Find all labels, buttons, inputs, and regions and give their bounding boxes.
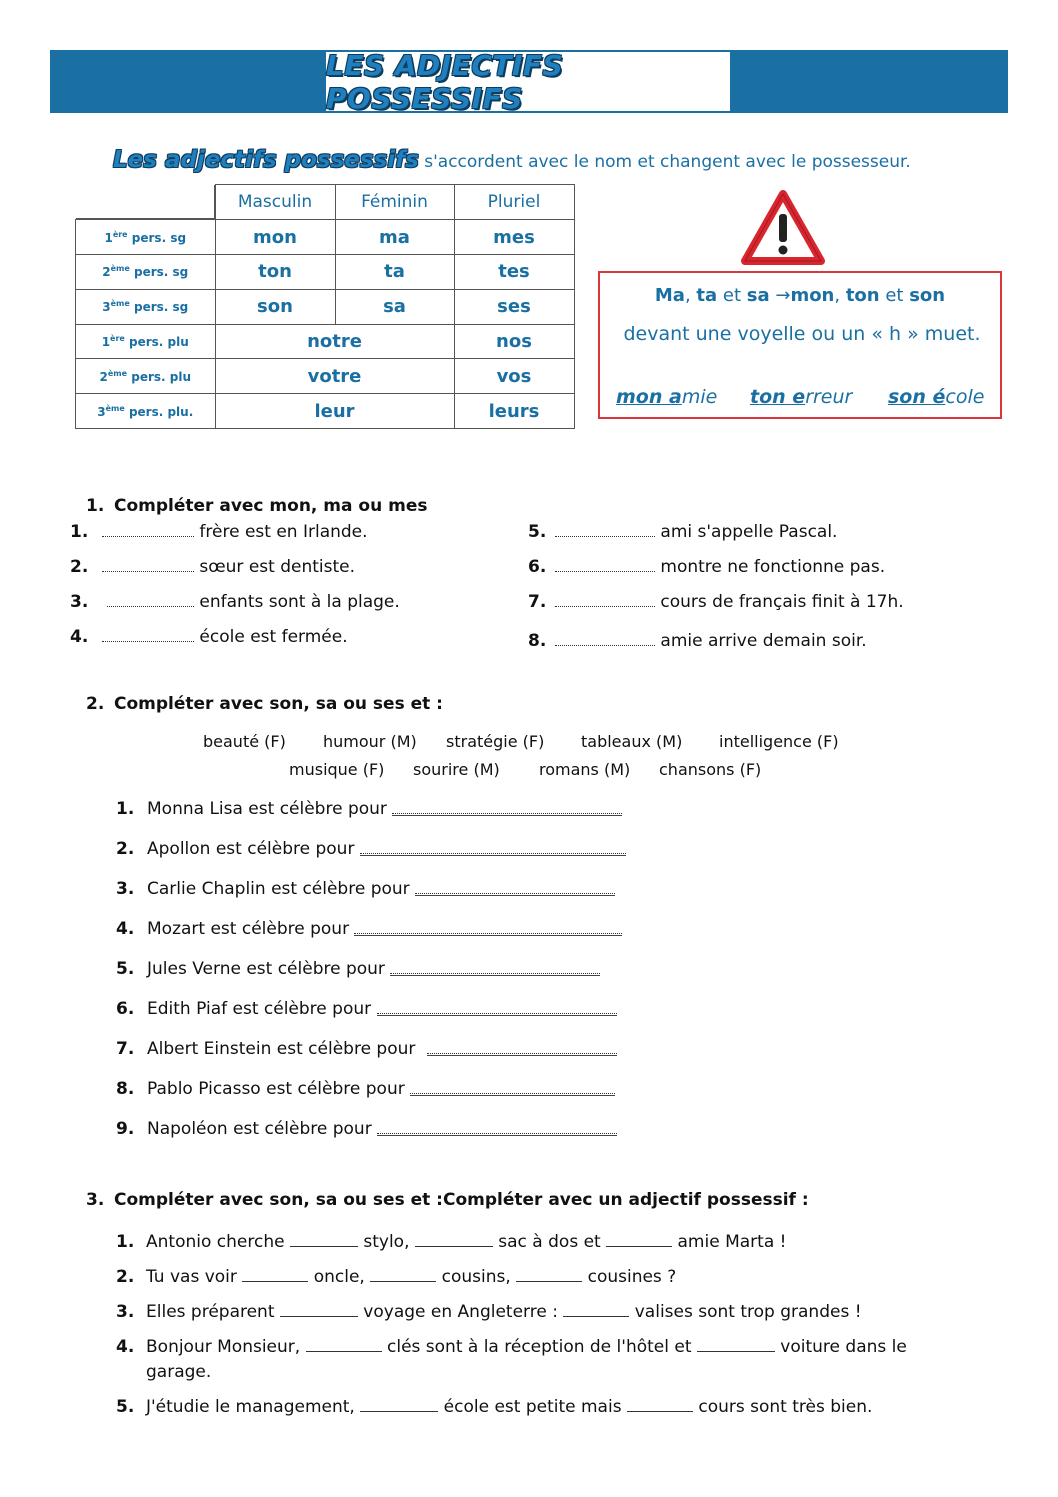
ex1-item-8: 8. amie arrive demain soir. [528, 631, 867, 651]
cell-masculin: ton [215, 255, 335, 290]
ex1-item-3: 3. enfants sont à la plage. [70, 592, 400, 612]
ex2-item-3: 3. Carlie Chaplin est célèbre pour [116, 878, 615, 899]
table-row [76, 359, 575, 394]
ex3-item-4: 4. Bonjour Monsieur, clés sont à la réception de l'hôtel et voiture dans le [116, 1337, 907, 1357]
answer-blank[interactable] [360, 1398, 438, 1412]
word-bank-item: beauté (F) [203, 732, 286, 751]
answer-line[interactable] [360, 838, 626, 854]
answer-blank[interactable] [306, 1338, 382, 1352]
cell-pluriel: nos [454, 324, 574, 359]
table-corner [76, 185, 215, 220]
table-row [76, 289, 575, 324]
word-bank-item: humour (M) [323, 732, 417, 751]
cell-feminin: sa [335, 289, 454, 324]
answer-line[interactable] [415, 878, 615, 894]
cell-singular-owner: leur [215, 394, 454, 429]
ex2-item-2: 2. Apollon est célèbre pour [116, 838, 626, 859]
answer-line[interactable] [377, 1118, 617, 1134]
cell-pluriel: leurs [454, 394, 574, 429]
cell-feminin: ma [335, 220, 454, 255]
ex2-item-5: 5. Jules Verne est célèbre pour [116, 958, 600, 979]
intro-sentence [113, 147, 1013, 173]
person-label: 2ème pers. plu [76, 359, 216, 394]
cell-singular-owner: votre [215, 359, 454, 394]
answer-blank[interactable] [516, 1268, 582, 1282]
rule-condition: devant une voyelle ou un « h » muet. [623, 323, 981, 345]
cell-masculin: son [215, 289, 335, 324]
exercise-1-title: 1. Compléter avec mon, ma ou mes [86, 496, 428, 516]
header-pluriel: Pluriel [454, 185, 574, 220]
cell-pluriel: tes [454, 255, 574, 290]
ex2-item-7: 7. Albert Einstein est célèbre pour [116, 1038, 617, 1059]
exercise-2-title: 2. Compléter avec son, sa ou ses et : [86, 694, 443, 714]
answer-blank[interactable] [370, 1268, 436, 1282]
title-box [326, 48, 730, 115]
answer-blank[interactable] [563, 1303, 629, 1317]
answer-blank[interactable] [102, 628, 194, 642]
answer-line[interactable] [390, 958, 600, 974]
cell-singular-owner: notre [215, 324, 454, 359]
answer-blank[interactable] [555, 523, 655, 537]
ex3-item-5: 5. J'étudie le management, école est petite mais cours sont très bien. [116, 1397, 873, 1417]
ex2-item-8: 8. Pablo Picasso est célèbre pour [116, 1078, 615, 1099]
intro-rest: s'accordent avec le nom et changent avec le possesseur. [418, 152, 911, 172]
answer-line[interactable] [377, 998, 617, 1014]
table-row [76, 220, 575, 255]
example-mon-amie: mon amie [616, 386, 718, 408]
word-bank-item: sourire (M) [413, 760, 500, 779]
cell-pluriel: ses [454, 289, 574, 324]
ex2-item-9: 9. Napoléon est célèbre pour [116, 1118, 617, 1139]
example-ton-erreur: ton erreur [750, 386, 853, 408]
answer-blank[interactable] [555, 632, 655, 646]
answer-blank[interactable] [627, 1398, 693, 1412]
ex3-item-3: 3. Elles préparent voyage en Angleterre : valises sont trop grandes ! [116, 1302, 862, 1322]
ex3-item-4-continuation: garage. [146, 1362, 212, 1382]
answer-blank[interactable] [697, 1338, 775, 1352]
word-bank-row-1 [203, 732, 839, 751]
person-label: 1ère pers. sg [76, 220, 216, 255]
table-row [76, 324, 575, 359]
rule-line: Ma, ta et sa →mon, ton et son [654, 285, 946, 306]
word-bank-row-2 [289, 760, 761, 779]
intro-keyword: Les adjectifs possessifs [113, 147, 419, 173]
rule-note-box [598, 271, 1002, 419]
warning-icon [741, 190, 825, 265]
ex1-item-1: 1. frère est en Irlande. [70, 522, 368, 542]
ex2-item-4: 4. Mozart est célèbre pour [116, 918, 622, 939]
ex1-item-5: 5. ami s'appelle Pascal. [528, 522, 838, 542]
ex3-item-2: 2. Tu vas voir oncle, cousins, cousines ? [116, 1267, 677, 1287]
cell-pluriel: vos [454, 359, 574, 394]
ex1-item-4: 4. école est fermée. [70, 627, 348, 647]
word-bank-item: chansons (F) [659, 760, 762, 779]
answer-blank[interactable] [555, 558, 655, 572]
possessive-table [75, 184, 575, 429]
word-bank-item: stratégie (F) [446, 732, 545, 751]
exercise-3-title: 3. Compléter avec son, sa ou ses et :Compléter avec un adjectif possessif : [86, 1190, 809, 1210]
cell-feminin: ta [335, 255, 454, 290]
answer-line[interactable] [354, 918, 622, 934]
answer-blank[interactable] [290, 1233, 358, 1247]
person-label: 1ère pers. plu [76, 324, 216, 359]
answer-blank[interactable] [280, 1303, 358, 1317]
cell-pluriel: mes [454, 220, 574, 255]
answer-blank[interactable] [102, 558, 194, 572]
answer-blank[interactable] [415, 1233, 493, 1247]
cell-masculin: mon [215, 220, 335, 255]
ex1-item-2: 2. sœur est dentiste. [70, 557, 356, 577]
answer-blank[interactable] [555, 593, 655, 607]
person-label: 2ème pers. sg [76, 255, 216, 290]
ex1-item-6: 6. montre ne fonctionne pas. [528, 557, 886, 577]
answer-line[interactable] [410, 1078, 615, 1094]
answer-line[interactable] [427, 1038, 617, 1054]
ex2-item-6: 6. Edith Piaf est célèbre pour [116, 998, 617, 1019]
word-bank-item: musique (F) [289, 760, 385, 779]
person-label: 3ème pers. plu. [76, 394, 216, 429]
answer-blank[interactable] [242, 1268, 308, 1282]
word-bank-item: tableaux (M) [581, 732, 683, 751]
table-row [76, 255, 575, 290]
ex2-item-1: 1. Monna Lisa est célèbre pour [116, 798, 622, 819]
ex3-item-1: 1. Antonio cherche stylo, sac à dos et amie Marta ! [116, 1232, 787, 1252]
title-banner [50, 50, 1008, 113]
example-son-ecole: son école [888, 386, 985, 408]
table-row [76, 394, 575, 429]
ex1-item-7: 7. cours de français finit à 17h. [528, 592, 904, 612]
word-bank-item: romans (M) [539, 760, 631, 779]
answer-blank[interactable] [107, 593, 194, 607]
answer-blank[interactable] [606, 1233, 672, 1247]
header-feminin: Féminin [335, 185, 454, 220]
header-masculin: Masculin [215, 185, 335, 220]
word-bank-item: intelligence (F) [719, 732, 839, 751]
answer-line[interactable] [392, 798, 622, 814]
page-title: LES ADJECTIFS POSSESSIFS [326, 48, 564, 115]
answer-blank[interactable] [102, 523, 194, 537]
person-label: 3ème pers. sg [76, 289, 216, 324]
